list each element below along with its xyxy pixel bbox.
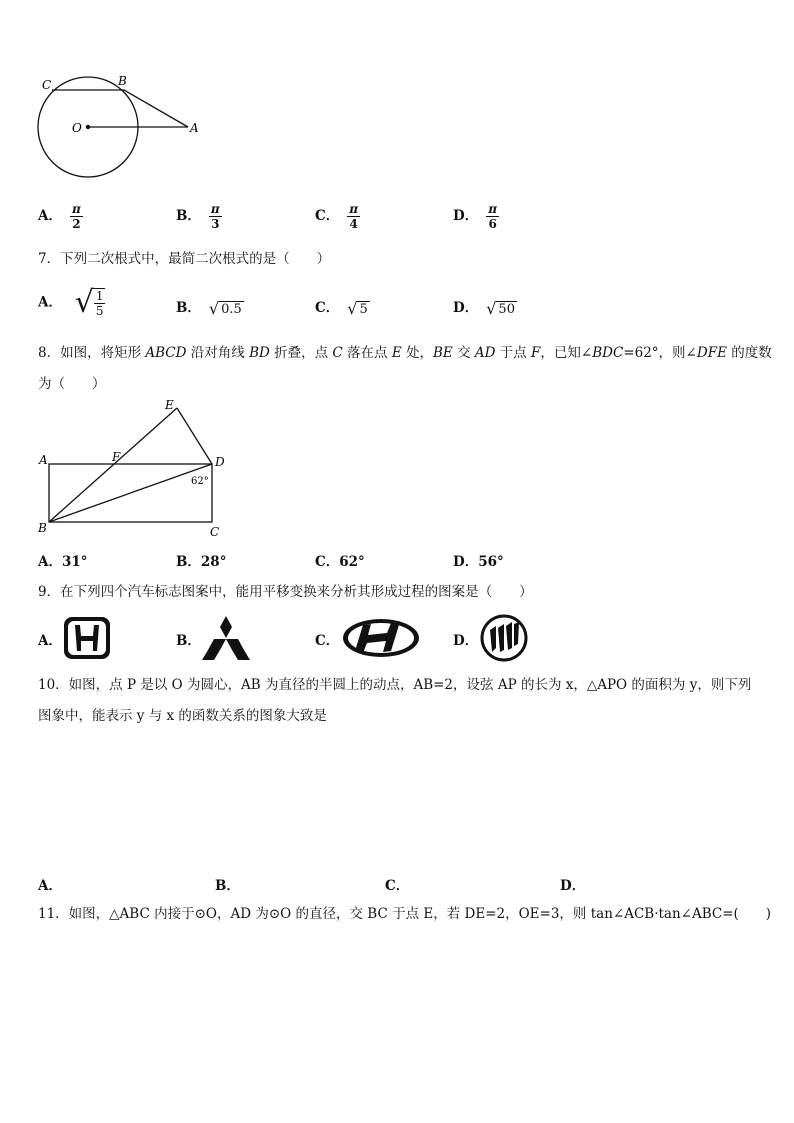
q8-option-d: D．56° [453,554,504,570]
label-b: B [118,74,127,88]
q7-option-a-label: A． [38,294,62,311]
q8-option-c: C．62° [315,554,365,570]
q10-option-b: B． [215,878,240,894]
q7-option-d-label: D． [453,300,479,316]
q7-option-b [176,296,244,317]
q8-text: 折叠，点 [269,345,333,361]
q8-stem-line1 [38,344,772,362]
label-o: O [72,121,82,135]
q10-stem-line1: 10．如图，点 P 是以 O 为圆心，AB 为直径的半圆上的动点，AB=2，设弦 AP 的长为 x，△APO 的面积为 y，则下列 [38,677,752,693]
q7-option-b-label: B． [176,300,201,316]
q6-d-den: 6 [488,217,497,231]
q8-text: BDC [592,345,624,361]
label-b: B [38,521,47,535]
q8-text: 处， [401,345,433,361]
q7-a-fraction [94,288,106,318]
q6-b-den: 3 [211,217,220,231]
label-a: A [39,453,48,467]
q8-text: DFE [696,345,727,361]
q6-option-a [38,202,83,231]
q8-text: C [332,345,343,361]
q7-c-radical [347,298,369,318]
segment-ed [177,408,212,464]
q8-text: F [531,345,541,361]
q6-option-b [176,202,222,231]
circle-figure [30,72,205,182]
q6-option-b-label: B． [176,208,201,224]
q9-option-d: D． [453,633,479,649]
q6-option-d [453,202,499,231]
q7-d-radical [486,298,517,318]
q8-text: ABCD [145,345,187,361]
q9-option-b: B． [176,633,201,649]
q7-a-radical [74,285,106,320]
center-dot [86,125,90,129]
q6-option-c-fraction [347,202,360,231]
radical-sign-icon: √ [486,298,497,318]
q8-stem-line2: 为（ ） [38,376,106,392]
q10-option-d: D． [560,878,586,894]
q7-stem: 7．下列二次根式中，最简二次根式的是（ ） [38,251,331,267]
q8-text: BD [249,345,270,361]
q9-option-a: A． [38,633,62,649]
q7-option-a [38,285,105,320]
q6-c-den: 4 [349,217,358,231]
q7-option-c-label: C． [315,300,340,316]
q10-option-a: A． [38,878,62,894]
buick-logo-icon [480,614,528,662]
q6-a-den: 2 [72,217,81,231]
q8-text: 8．如图，将矩形 [38,345,146,361]
q6-option-b-fraction [209,202,222,231]
q7-option-d [453,296,517,317]
q7-a-den: 5 [95,304,104,318]
q8-text: E [391,345,402,361]
q6-option-a-fraction [70,202,83,231]
q7-b-radical [208,298,244,318]
q9-stem: 9．在下列四个汽车标志图案中，能用平移变换来分析其形成过程的图案是（ ） [38,584,533,600]
q7-c-radicand: 5 [359,301,368,317]
q6-option-d-label: D． [453,208,479,224]
q6-option-d-fraction [486,202,499,231]
angle-label-62: 62° [191,476,209,487]
q10-stem-line2: 图象中，能表示 y 与 x 的函数关系的图象大致是 [38,708,327,724]
q8-text: 于点 [495,345,532,361]
label-c: C [210,525,220,539]
label-d: D [215,455,225,469]
q8-text: =62°，则∠ [623,345,697,361]
radical-sign-icon: √ [74,285,94,320]
q6-option-c-label: C． [315,208,340,224]
q8-text: ，已知∠ [540,345,593,361]
q7-option-c [315,296,370,317]
q7-d-radicand: 50 [498,301,515,317]
q8-text: BE [433,345,453,361]
q8-text: 交 [452,345,475,361]
q8-text: AD [474,345,496,361]
q9-option-c: C． [315,633,340,649]
segment-be [49,408,177,522]
q11-stem: 11．如图，△ABC 内接于⊙O，AD 为⊙O 的直径，交 BC 于点 E，若 DE=2，OE=3，则 tan∠ACB·tan∠ABC=( ) [38,906,772,922]
radical-sign-icon: √ [347,298,358,318]
q10-option-c: C． [385,878,410,894]
mitsubishi-logo-icon [201,614,251,662]
q8-text: 沿对角线 [186,345,250,361]
diagonal-bd [49,464,212,522]
honda-logo-icon [63,616,111,660]
q6-option-a-label: A． [38,208,62,224]
label-a: A [190,121,199,135]
q8-option-b: B．28° [176,554,227,570]
q8-text: 的度数 [726,345,772,361]
q6-b-num: π [210,202,220,216]
label-f: F [112,450,121,464]
q8-option-a: A．31° [38,554,88,570]
q7-b-radicand: 0.5 [221,301,242,317]
q6-d-num: π [488,202,498,216]
q7-a-num: 1 [95,289,104,303]
q6-option-c [315,202,360,231]
label-c: C [42,78,52,92]
q6-c-num: π [349,202,359,216]
q6-a-num: π [71,202,81,216]
label-e: E [165,398,174,412]
rectangle-fold-figure [34,398,234,540]
hyundai-logo-icon [341,617,421,659]
segment-ba [124,90,188,127]
q8-text: 落在点 [342,345,392,361]
radical-sign-icon: √ [208,298,220,318]
